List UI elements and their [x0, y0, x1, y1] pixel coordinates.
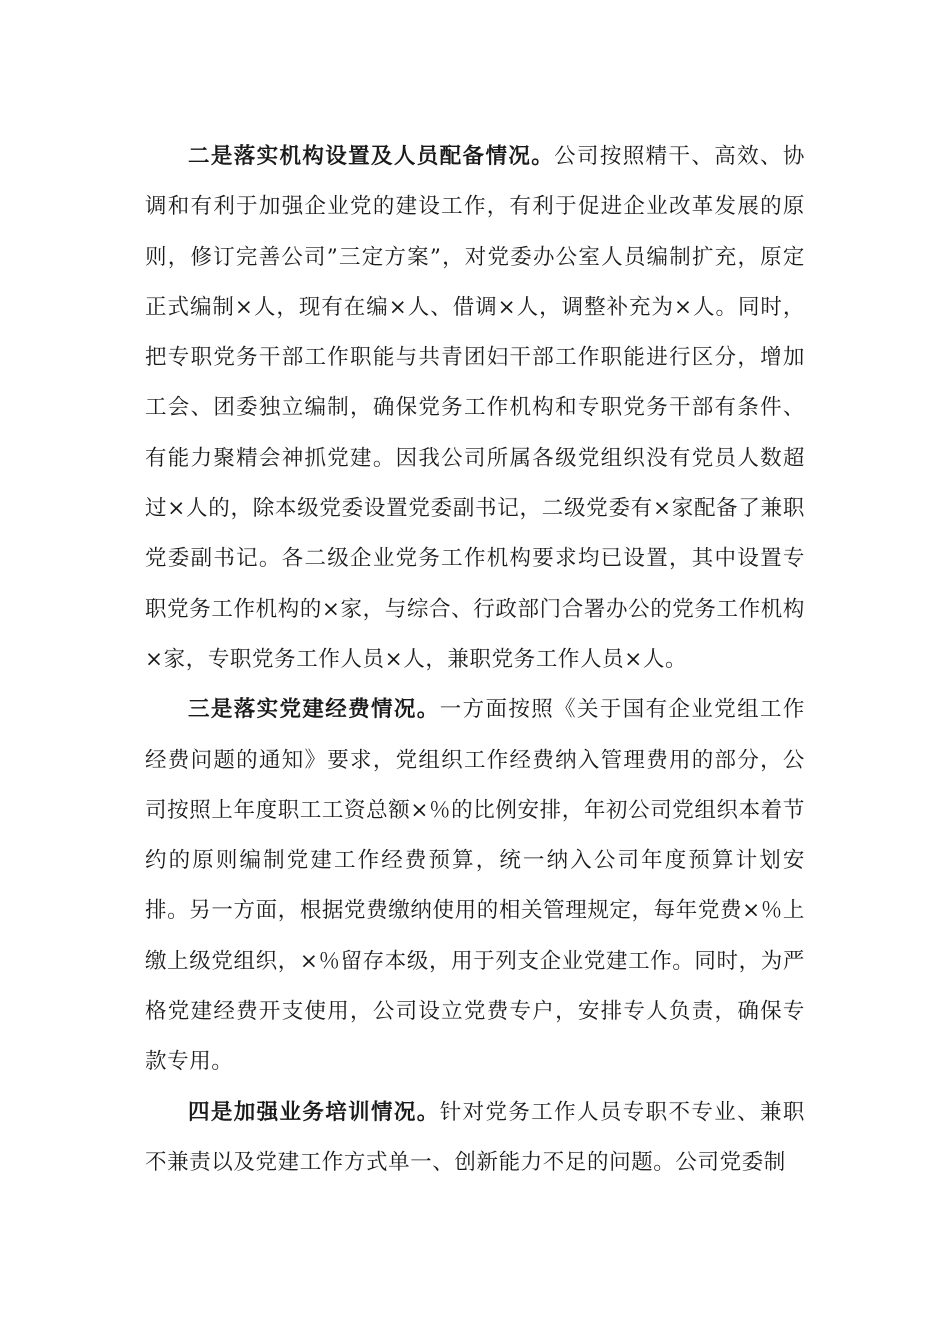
document-page	[145, 132, 805, 1188]
paragraph-party-funding	[145, 685, 805, 1087]
paragraph-institution-staffing	[145, 132, 805, 685]
paragraph-lead: 四是加强业务培训情况。	[188, 1099, 440, 1125]
paragraph-body: 针对党务工作人员专职不专业、兼职不兼责以及党建工作方式单一、创新能力不足的问题。公司党委制	[145, 1099, 805, 1175]
paragraph-lead: 二是落实机构设置及人员配备情况。	[188, 144, 555, 169]
paragraph-lead: 三是落实党建经费情况。	[188, 697, 440, 723]
paragraph-business-training	[145, 1088, 805, 1189]
paragraph-body: 一方面按照《关于国有企业党组工作经费问题的通知》要求，党组织工作经费纳入管理费用的部分，公司按照上年度职工工资总额×％的比例安排，年初公司党组织本着节约的原则编制党建工作经费预算，统一纳入公司年度预算计划安排。另一方面，根据党费缴纳使用的相关管理规定，每年党费×％上缴上级党组织，×％留存本级，用于列支企业党建工作。同时，为严格党建经费开支使用，公司设立党费专户，安排专人负责，确保专款专用。	[145, 697, 805, 1075]
paragraph-body: 公司按照精干、高效、协调和有利于加强企业党的建设工作，有利于促进企业改革发展的原则，修订完善公司”三定方案”，对党委办公室人员编制扩充，原定正式编制×人，现有在编×人、借调×人，调整补充为×人。同时，把专职党务干部工作职能与共青团妇干部工作职能进行区分，增加工会、团委独立编制，确保党务工作机构和专职党务干部有条件、有能力聚精会神抓党建。因我公司所属各级党组织没有党员人数超过×人的，除本级党委设置党委副书记，二级党委有×家配备了兼职党委副书记。各二级企业党务工作机构要求均已设置，其中设置专职党务工作机构的×家，与综合、行政部门合署办公的党务工作机构×家，专职党务工作人员×人，兼职党务工作人员×人。	[145, 144, 805, 672]
